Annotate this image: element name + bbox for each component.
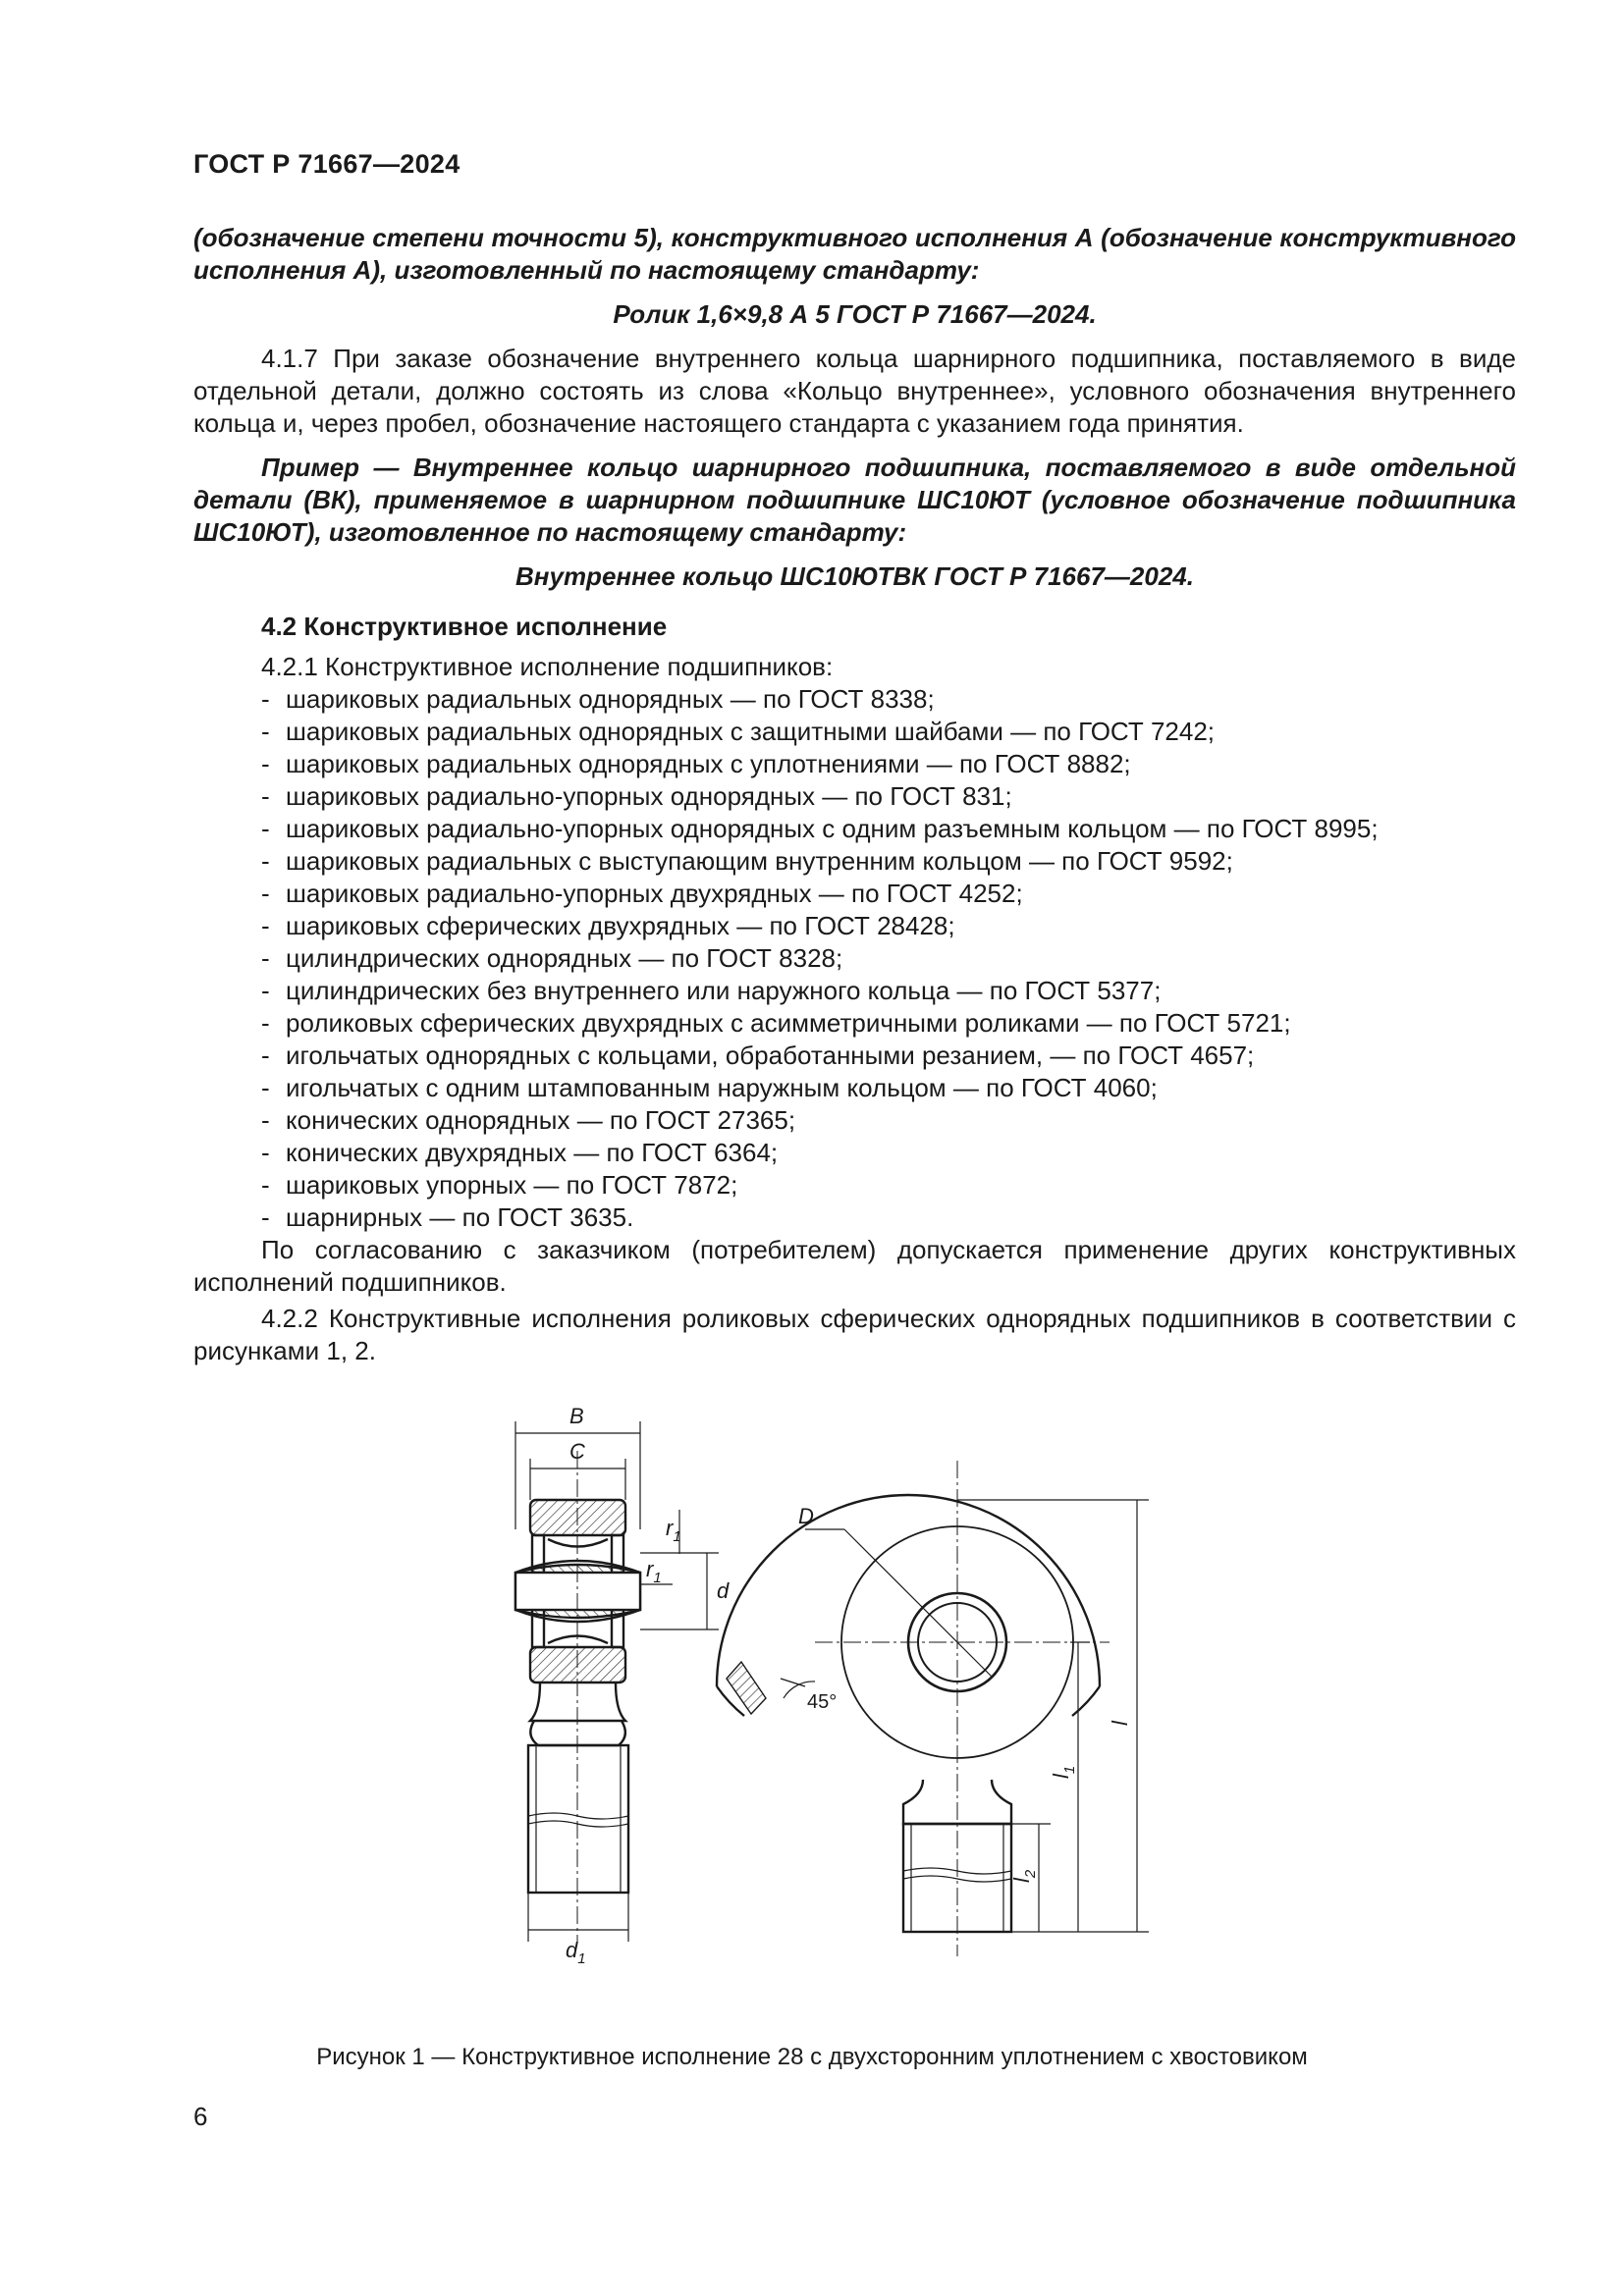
paragraph-4-2-2: 4.2.2 Конструктивные исполнения роликовых сферических однорядных подшипников в соответствии с рисунками 1, 2.	[193, 1304, 1516, 1365]
section-heading-4-2: 4.2 Конструктивное исполнение	[261, 612, 668, 641]
page-number: 6	[193, 2102, 208, 2131]
list-item: - конических однорядных — по ГОСТ 27365;	[261, 1105, 796, 1135]
list-item: - игольчатых с одним штампованным наружным кольцом — по ГОСТ 4060;	[261, 1073, 1158, 1102]
svg-text:45°: 45°	[807, 1691, 838, 1713]
example1-continuation: (обозначение степени точности 5), конструктивного исполнения А (обозначение конструктивного исполнения А), изготовленный по настоящему стандарту:	[193, 223, 1516, 285]
paragraph-agreement: По согласованию с заказчиком (потребителем) допускается применение других конструктивных исполнений подшипников.	[193, 1235, 1516, 1297]
example2-text: Пример — Внутреннее кольцо шарнирного подшипника, поставляемого в виде отдельной детали (ВК), применяемое в шарнирном подшипнике ШС10ЮТ (условное обозначение подшипника ШС10ЮТ), изготовленное по настоящему стандарту:	[193, 453, 1516, 547]
technical-drawing	[471, 1392, 1276, 2001]
svg-text:B: B	[569, 1404, 584, 1428]
list-item: - шариковых радиальных с выступающим внутренним кольцом — по ГОСТ 9592;	[261, 846, 1233, 876]
list-item: - конических двухрядных — по ГОСТ 6364;	[261, 1138, 779, 1167]
figure-caption: Рисунок 1 — Конструктивное исполнение 28 с двухсторонним уплотнением с хвостовиком	[316, 2044, 1308, 2070]
list-item: - шариковых упорных — по ГОСТ 7872;	[261, 1170, 738, 1200]
example2-designation: Внутреннее кольцо ШС10ЮТВК ГОСТ Р 71667—2024.	[515, 561, 1194, 591]
list-item: - шариковых сферических двухрядных — по ГОСТ 28428;	[261, 911, 955, 940]
side-view	[515, 1421, 719, 1942]
list-item: - игольчатых однорядных с кольцами, обработанными резанием, — по ГОСТ 4657;	[261, 1041, 1255, 1070]
paragraph-4-2-1: 4.2.1 Конструктивное исполнение подшипников:	[261, 652, 834, 681]
list-item: - шариковых радиально-упорных однорядных — по ГОСТ 831;	[261, 781, 1012, 811]
bearing-list	[193, 683, 1516, 1234]
list-item: - цилиндрических однорядных — по ГОСТ 8328;	[261, 943, 843, 973]
svg-text:d1: $d_1$	[566, 1938, 586, 1967]
example1-designation: Ролик 1,6×9,8 А 5 ГОСТ Р 71667—2024.	[613, 299, 1097, 329]
svg-text:C: C	[569, 1439, 585, 1464]
list-item: - шариковых радиально-упорных двухрядных — по ГОСТ 4252;	[261, 879, 1023, 908]
list-item: - шарнирных — по ГОСТ 3635.	[261, 1202, 634, 1232]
svg-text:D: D	[798, 1504, 814, 1528]
list-item: - цилиндрических без внутреннего или наружного кольца — по ГОСТ 5377;	[261, 976, 1162, 1005]
paragraph-4-1-7: 4.1.7 При заказе обозначение внутреннего кольца шарнирного подшипника, поставляемого в виде отдельной детали, должно состоять из слова «Кольцо внутреннее», условного обозначения внутреннего кольца и, через пробел, обозначение настоящего стандарта с указанием года принятия.	[193, 344, 1516, 438]
document-header: ГОСТ Р 71667—2024	[193, 149, 460, 179]
svg-text:l1: $l_1$	[1049, 1765, 1078, 1779]
side-view-labels	[566, 1404, 730, 1967]
svg-text:r1: $r_1$	[646, 1557, 662, 1586]
list-item: - шариковых радиально-упорных однорядных с одним разъемным кольцом — по ГОСТ 8995;	[261, 814, 1379, 843]
svg-text:r1: $r_1$	[666, 1516, 681, 1545]
svg-text:d: d	[717, 1578, 730, 1603]
list-item: - шариковых радиальных однорядных с уплотнениями — по ГОСТ 8882;	[261, 749, 1131, 778]
front-view	[717, 1461, 1149, 1956]
list-item: - шариковых радиальных однорядных с защитными шайбами — по ГОСТ 7242;	[261, 717, 1216, 746]
list-item: - роликовых сферических двухрядных с асимметричными роликами — по ГОСТ 5721;	[261, 1008, 1291, 1038]
list-item: - шариковых радиальных однорядных — по ГОСТ 8338;	[261, 684, 935, 714]
body-text	[193, 222, 1516, 1367]
svg-text:l2: $l_2$	[1009, 1869, 1039, 1883]
svg-text:l: l	[1108, 1721, 1132, 1726]
front-view-labels	[798, 1504, 1132, 1883]
